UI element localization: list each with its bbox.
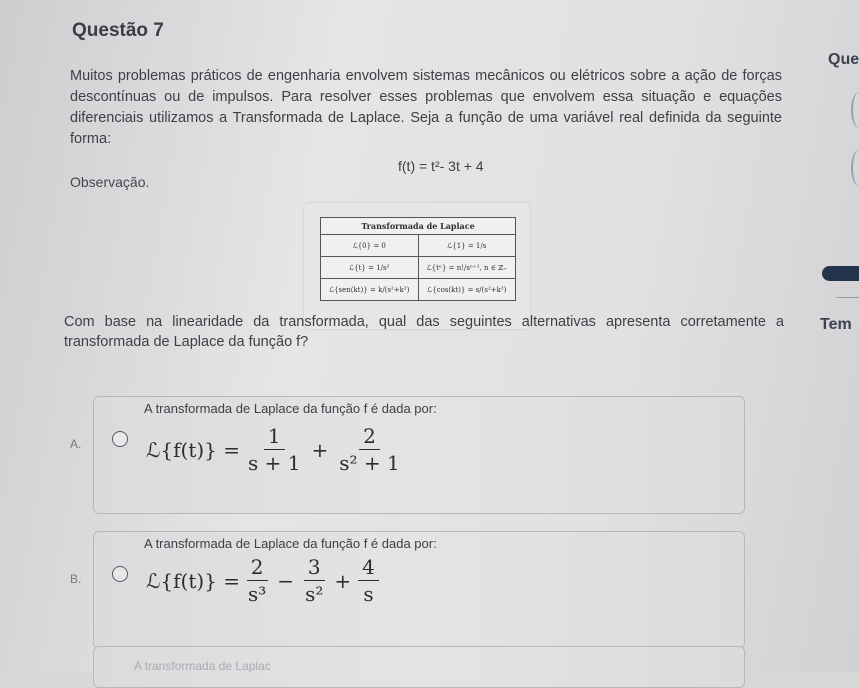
formula-lhs: ℒ{f(t)} = [146, 437, 241, 462]
fraction-denominator: s³ [248, 582, 267, 606]
fraction-numerator: 2 [359, 423, 380, 450]
question-prompt: Com base na linearidade da transformada, qual das seguintes alternativas apresenta corretamente a transformada de Laplace da função f? [64, 314, 784, 350]
laplace-cell: ℒ{t} = 1/s² [321, 257, 419, 279]
option-b-letter: B. [70, 572, 82, 586]
fraction-numerator: 2 [247, 554, 268, 581]
fraction-numerator: 4 [358, 554, 379, 581]
option-a-formula [146, 423, 408, 476]
option-b-text: A transformada de Laplace da função f é dada por: [144, 536, 437, 551]
laplace-table-title: Transformada de Laplace [321, 218, 516, 235]
laplace-table-card [304, 203, 530, 329]
option-b-card[interactable] [70, 531, 745, 649]
fraction [244, 423, 304, 476]
option-c-card[interactable] [93, 646, 745, 688]
laplace-cell: ℒ{1} = 1/s [418, 235, 515, 257]
fraction-denominator: s + 1 [248, 451, 301, 475]
fraction-numerator: 1 [264, 423, 285, 450]
option-b-radio[interactable] [112, 566, 128, 582]
fraction-denominator: s [363, 582, 374, 606]
side-arc-icon [851, 150, 859, 186]
laplace-cell: ℒ{cos(kt)} = s/(s²+k²) [418, 279, 515, 301]
operator: + [334, 568, 352, 593]
function-definition: f(t) = t²- 3t + 4 [398, 158, 484, 174]
fraction-denominator: s² [305, 582, 324, 606]
option-a-text: A transformada de Laplace da função f é dada por: [144, 401, 437, 416]
option-a-card[interactable] [70, 396, 745, 514]
laplace-cell: ℒ{sen(kt)} = k/(s²+k²) [321, 279, 419, 301]
formula-lhs: ℒ{f(t)} = [146, 568, 241, 593]
observation-label: Observação. [70, 174, 150, 190]
option-a-letter: A. [70, 437, 82, 451]
option-c-text: A transformada de Laplac [134, 659, 271, 673]
fraction-numerator: 3 [304, 554, 325, 581]
side-panel-title: Que [828, 51, 859, 68]
operator: − [277, 568, 295, 593]
question-paragraph: Muitos problemas práticos de engenharia envolvem sistemas mecânicos ou elétricos sobre a ação de forças descontínuas ou de impulsos. Para resolver esses problemas que envolvem essa situação e equações diferenciais utilizamos a Transformada de Laplace. Seja a função de uma variável real definida da seguinte forma: [70, 68, 782, 147]
fraction [358, 554, 379, 607]
fraction [301, 554, 327, 607]
side-arc-icon [851, 92, 859, 128]
laplace-cell: ℒ{tⁿ} = n!/sⁿ⁺¹, n ∈ ℤ₊ [418, 257, 515, 279]
fraction-denominator: s² + 1 [339, 451, 400, 475]
side-divider [836, 297, 859, 298]
side-panel-time-label: Tem [820, 316, 852, 333]
laplace-table [320, 217, 516, 301]
side-panel-button[interactable] [822, 266, 859, 281]
question-title: Questão 7 [72, 20, 164, 41]
fraction [335, 423, 403, 476]
fraction [244, 554, 270, 607]
option-b-formula [146, 554, 383, 607]
option-a-radio[interactable] [112, 431, 128, 447]
operator: + [311, 437, 329, 462]
laplace-cell: ℒ{0} = 0 [321, 235, 419, 257]
